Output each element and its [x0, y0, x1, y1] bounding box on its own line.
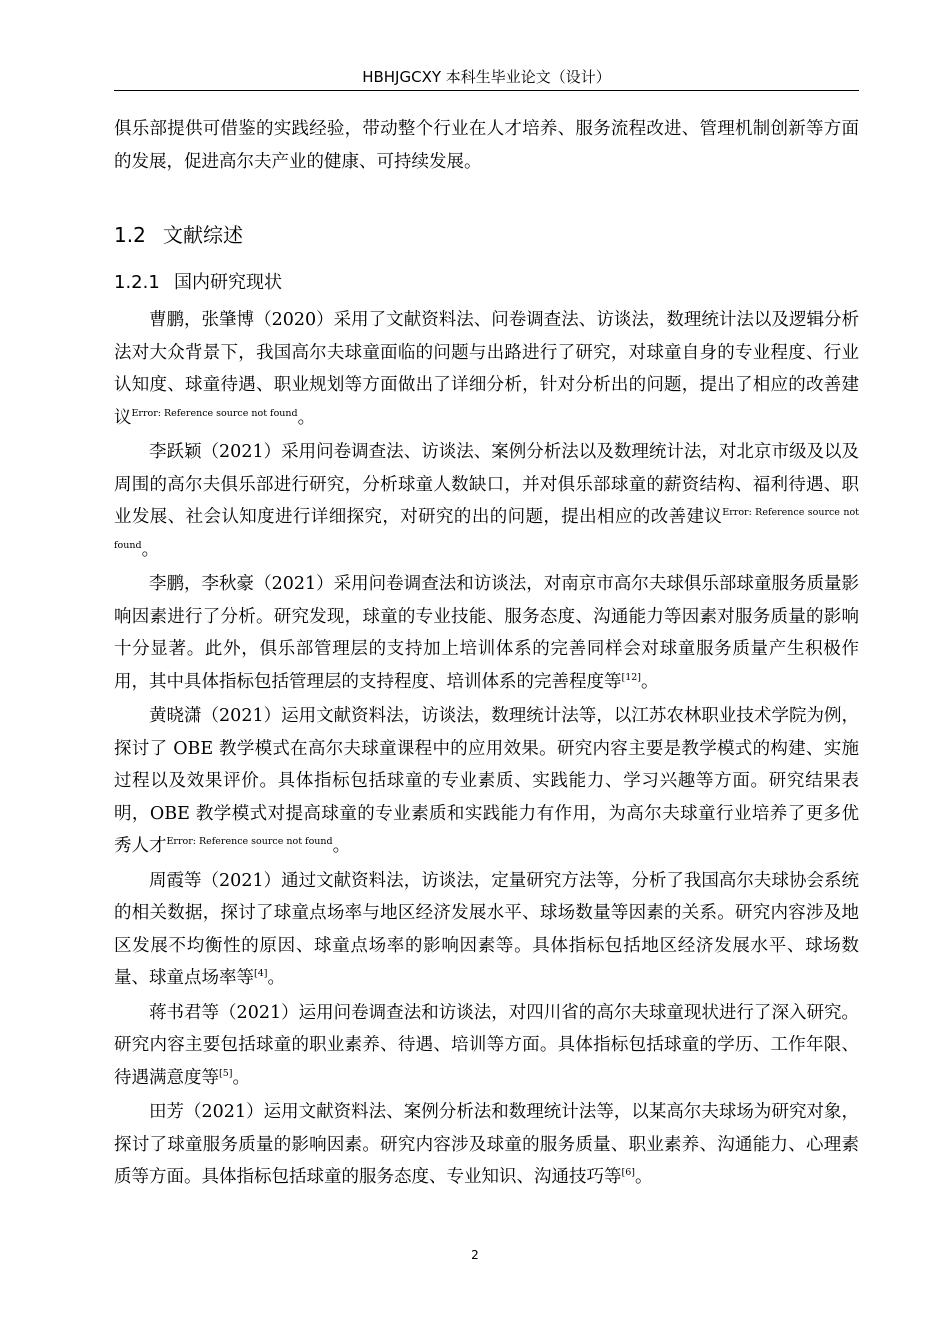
citation-ref: Error: Reference source not found [131, 407, 298, 419]
section-heading [114, 220, 859, 250]
section-title: 文献综述 [163, 223, 243, 247]
paragraph-1 [114, 304, 859, 434]
document-body [114, 113, 859, 1196]
page-header [114, 64, 859, 91]
subsection-number: 1.2.1 [114, 272, 160, 293]
citation-ref: [12] [621, 671, 642, 683]
paragraph-6 [114, 997, 859, 1095]
paragraph-end: 。 [141, 539, 160, 560]
subsection-heading [114, 268, 859, 298]
paragraph-end: 。 [641, 671, 659, 692]
paragraph-text: 蒋书君等（2021）运用问卷调查法和访谈法，对四川省的高尔夫球童现状进行了深入研究。研究内容主要包括球童的职业素养、待遇、培训等方面。具体指标包括球童的学历、工作年限、待遇满意度等 [114, 1002, 859, 1088]
page-number: 2 [471, 1248, 479, 1262]
paragraph-3 [114, 568, 859, 698]
paragraph-text: 黄晓潇（2021）运用文献资料法，访谈法，数理统计法等，以江苏农林职业技术学院为例，探讨了 OBE 教学模式在高尔夫球童课程中的应用效果。研究内容主要是教学模式的构建、实施过程以及效果评价。具体指标包括球童的专业素质、实践能力、学习兴趣等方面。研究结果表明，OBE 教学模式对提高球童的专业素质和实践能力有作用，为高尔夫球童行业培养了更多优秀人才 [114, 706, 859, 856]
paragraph-end: 。 [634, 1167, 653, 1187]
page-footer [0, 1248, 950, 1262]
intro-paragraph: 俱乐部提供可借鉴的实践经验，带动整个行业在人才培养、服务流程改进、管理机制创新等方面的发展，促进高尔夫产业的健康、可持续发展。 [114, 119, 859, 172]
paragraph-5 [114, 865, 859, 995]
paragraph-text: 田芳（2021）运用文献资料法、案例分析法和数理统计法等，以某高尔夫球场为研究对象，探讨了球童服务质量的影响因素。研究内容涉及球童的服务质量、职业素养、沟通能力、心理素质等方面。具体指标包括球童的服务态度、专业知识、沟通技巧等 [114, 1102, 859, 1187]
paragraph-text: 李鹏，李秋豪（2021）采用问卷调查法和访谈法，对南京市高尔夫球俱乐部球童服务质量影响因素进行了分析。研究发现，球童的专业技能、服务态度、沟通能力等因素对服务质量的影响十分显著。此外，俱乐部管理层的支持加上培训体系的完善同样会对球童服务质量产生积极作用，其中具体指标包括管理层的支持程度、培训体系的完善程度等 [114, 574, 859, 692]
header-title: HBHJGCXY 本科生毕业论文（设计） [362, 68, 611, 86]
paragraph-text: 曹鹏，张肇博（2020）采用了文献资料法、问卷调查法、访谈法，数理统计法以及逻辑分析法对大众背景下，我国高尔夫球童面临的问题与出路进行了研究，对球童自身的专业程度、行业认知度、球童待遇、职业规划等方面做出了详细分析，针对分析出的问题，提出了相应的改善建议 [114, 310, 859, 428]
citation-ref: Error: Reference source not found [166, 836, 333, 847]
citation-ref: [6] [621, 1167, 635, 1178]
paragraph-text: 李跃颖（2021）采用问卷调查法、访谈法、案例分析法以及数理统计法，对北京市级及以及周围的高尔夫俱乐部进行研究，分析球童人数缺口，并对俱乐部球童的薪资结构、福利待遇、职业发展、社会认知度进行详细探究，对研究的出的问题，提出相应的改善建议 [114, 442, 859, 527]
citation-ref: [5] [219, 1067, 233, 1079]
citation-ref: Error: Reference source not found [114, 507, 859, 551]
paragraph-end: 。 [232, 1067, 250, 1088]
citation-ref: [4] [254, 968, 268, 979]
section-number: 1.2 [114, 223, 146, 247]
paragraph-end: 。 [332, 836, 351, 856]
paragraph-end: 。 [267, 968, 285, 988]
paragraph-text: 周霞等（2021）通过文献资料法，访谈法，定量研究方法等，分析了我国高尔夫球协会系统的相关数据，探讨了球童点场率与地区经济发展水平、球场数量等因素的关系。研究内容涉及地区发展不均衡性的原因、球童点场率的影响因素等。具体指标包括地区经济发展水平、球场数量、球童点场率等 [114, 870, 859, 988]
paragraph-2 [114, 436, 859, 566]
paragraph-4 [114, 700, 859, 863]
paragraph-7 [114, 1096, 859, 1194]
paragraph-end: 。 [297, 407, 316, 428]
subsection-title: 国内研究现状 [174, 272, 282, 293]
